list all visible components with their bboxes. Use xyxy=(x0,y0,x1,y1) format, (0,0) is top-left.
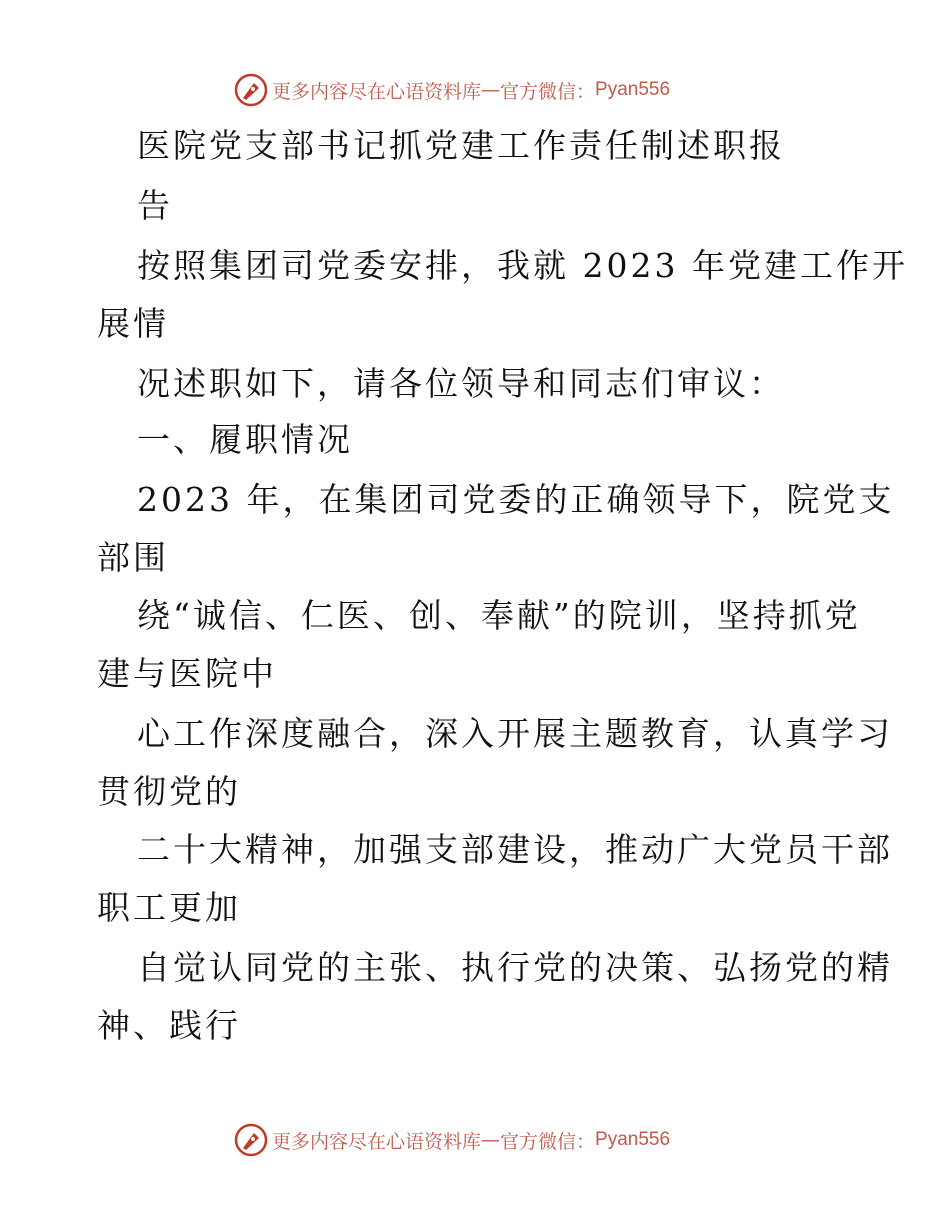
doc-line: 神、践行 xyxy=(97,1006,241,1045)
watermark-text: 更多内容尽在心语资料库 xyxy=(272,1130,482,1153)
doc-line: 部围 xyxy=(97,538,169,577)
doc-line: 心工作深度融合，深入开展主题教育，认真学习 xyxy=(137,714,893,753)
doc-line: 展情 xyxy=(97,304,169,343)
pen-nib-logo-icon xyxy=(234,1123,268,1157)
wechat-label: 官方微信： xyxy=(500,1130,596,1153)
doc-title-line-2: 告 xyxy=(137,186,173,225)
doc-title-line-1: 医院党支部书记抓党建工作责任制述职报 xyxy=(137,126,785,165)
doc-line: 贯彻党的 xyxy=(97,772,241,811)
wechat-id: Pyan556 xyxy=(595,79,671,100)
footer-watermark xyxy=(234,1120,670,1160)
watermark-text: 更多内容尽在心语资料库 xyxy=(272,80,482,103)
doc-line: 绕“诚信、仁医、创、奉献”的院训，坚持抓党 xyxy=(137,596,861,635)
doc-line: 职工更加 xyxy=(97,888,241,927)
doc-line: 二十大精神，加强支部建设，推动广大党员干部 xyxy=(137,830,893,869)
watermark-dash: — xyxy=(481,1129,501,1151)
doc-line: 建与医院中 xyxy=(97,654,277,693)
doc-line: 按照集团司党委安排，我就 2023 年党建工作开 xyxy=(137,246,908,285)
doc-line: 自觉认同党的主张、执行党的决策、弘扬党的精 xyxy=(137,948,893,987)
section-heading: 一、履职情况 xyxy=(137,420,353,459)
doc-line: 2023 年，在集团司党委的正确领导下，院党支 xyxy=(137,480,895,519)
doc-line: 况述职如下，请各位领导和同志们审议： xyxy=(137,364,785,403)
header-watermark xyxy=(234,70,670,110)
watermark-dash: — xyxy=(481,79,501,101)
wechat-id: Pyan556 xyxy=(595,1129,671,1150)
wechat-label: 官方微信： xyxy=(500,80,596,103)
pen-nib-logo-icon xyxy=(234,73,268,107)
